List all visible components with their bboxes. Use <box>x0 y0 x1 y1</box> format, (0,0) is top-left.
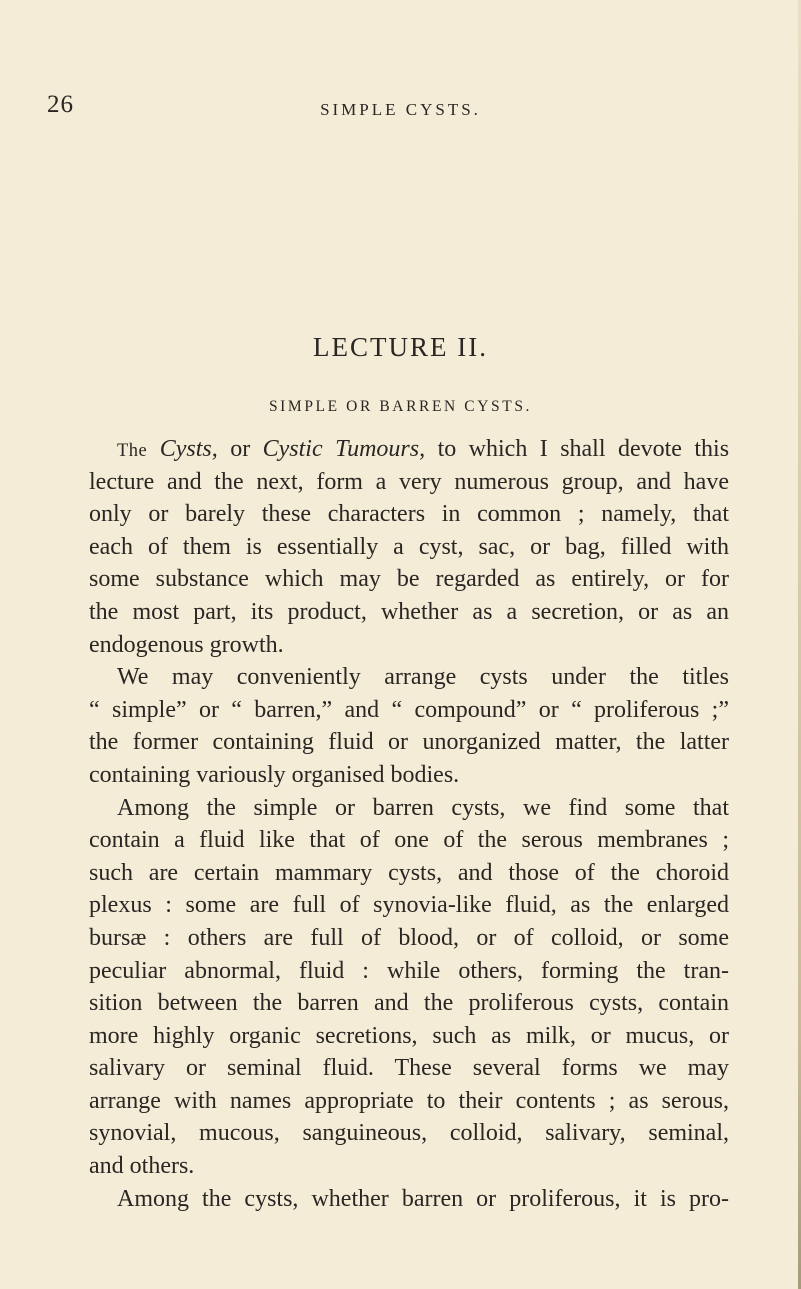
text-line: some substance which may be regarded as entirely, or for <box>89 566 729 593</box>
text-line: plexus : some are full of synovia-like fluid, as the enlarged <box>89 892 729 919</box>
text-line: “ simple” or “ barren,” and “ compound” or “ proliferous ;” <box>89 696 729 723</box>
opening-word: The <box>117 441 148 461</box>
text-line: the former containing fluid or unorganized matter, the latter <box>89 729 729 756</box>
italic-term: Cystic Tumours, <box>262 436 426 462</box>
text-line: synovial, mucous, sanguineous, colloid, salivary, seminal, <box>89 1120 729 1147</box>
text-line: contain a fluid like that of one of the serous membranes ; <box>89 827 729 854</box>
text-line: more highly organic secretions, such as milk, or mucus, or <box>89 1022 729 1049</box>
text-line: lecture and the next, form a very numerous group, and have <box>89 468 729 495</box>
text-line: such are certain mammary cysts, and those of the choroid <box>89 859 729 886</box>
text-line: Among the simple or barren cysts, we find some that <box>117 794 729 821</box>
lecture-heading: LECTURE II. <box>313 332 488 362</box>
running-title: SIMPLE CYSTS. <box>320 100 481 119</box>
italic-term: Cysts, <box>159 436 218 462</box>
text-line: containing variously organised bodies. <box>89 761 460 788</box>
text-line: Among the cysts, whether barren or proliferous, it is pro- <box>117 1185 729 1212</box>
text-fragment: or <box>230 436 251 462</box>
text-line: each of them is essentially a cyst, sac, or bag, filled with <box>89 533 729 560</box>
text-line: endogenous growth. <box>89 631 284 658</box>
text-line: sition between the barren and the proliferous cysts, contain <box>89 990 729 1017</box>
text-line: salivary or seminal fluid. These several forms we may <box>89 1055 729 1082</box>
text-fragment: to which I shall devote this <box>437 436 730 462</box>
text-line: We may conveniently arrange cysts under the titles <box>117 664 729 691</box>
text-line: only or barely these characters in common ; namely, that <box>89 501 729 528</box>
text-line: peculiar abnormal, fluid : while others, forming the tran- <box>89 957 729 984</box>
text-line: arrange with names appropriate to their contents ; as serous, <box>89 1087 729 1114</box>
body-text <box>89 433 729 1215</box>
running-head <box>0 92 801 122</box>
text-line: the most part, its product, whether as a secretion, or as an <box>89 598 729 625</box>
section-heading: SIMPLE OR BARREN CYSTS. <box>268 398 533 415</box>
text-line: bursæ : others are full of blood, or of colloid, or some <box>89 924 729 951</box>
text-line: and others. <box>89 1153 195 1180</box>
page-number: 26 <box>47 91 74 118</box>
text-line <box>89 433 729 466</box>
